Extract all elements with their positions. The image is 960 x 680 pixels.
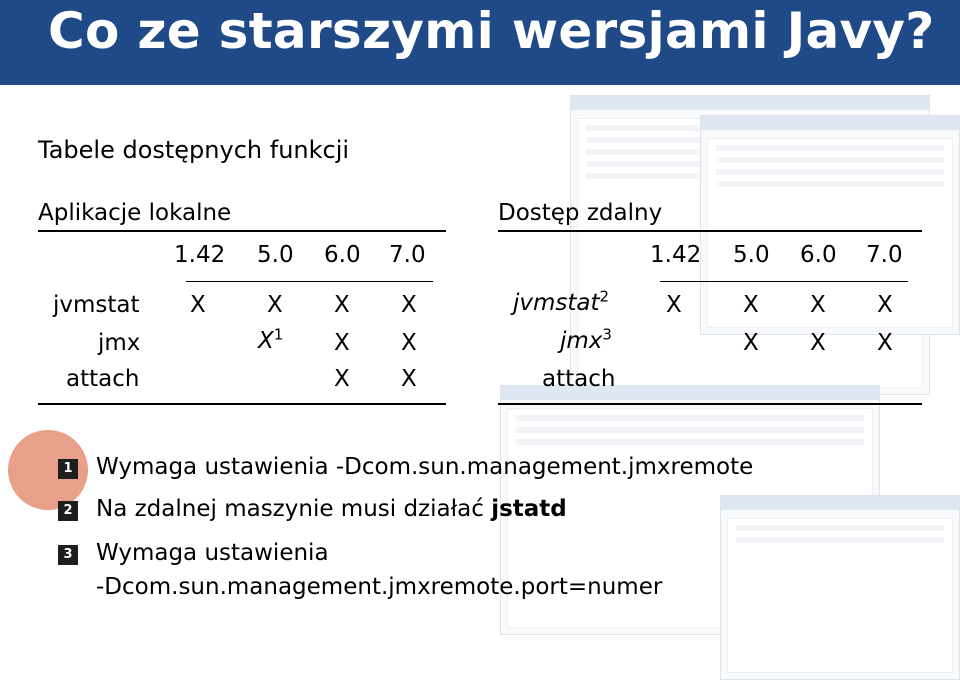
remote-table-mid-rule [660, 281, 908, 282]
remote-cell: X [877, 292, 893, 318]
local-cell: $X^1$ [258, 325, 284, 354]
remote-cell: X [810, 330, 826, 356]
remote-cell: X [877, 330, 893, 356]
remote-version: 6.0 [800, 242, 837, 268]
local-cell: X [190, 292, 206, 318]
remote-cell: X [666, 292, 682, 318]
remote-version: 7.0 [866, 242, 903, 268]
remote-cell: X [810, 292, 826, 318]
footnote-text: Wymaga ustawienia -Dcom.sun.management.jmxremote [96, 454, 754, 480]
local-cell: X [401, 366, 417, 392]
footnote-text: Na zdalnej maszynie musi działać jstatd [96, 496, 567, 522]
remote-row-name: jmx$^3$ [560, 325, 612, 354]
title-bar [0, 0, 960, 85]
footnote-number: 2 [58, 501, 78, 521]
remote-cell: X [743, 292, 759, 318]
local-version: 7.0 [389, 242, 426, 268]
local-table-top-rule [38, 230, 446, 232]
local-row-name: jmx [98, 330, 141, 356]
local-cell: X [401, 292, 417, 318]
remote-version: 1.42 [650, 242, 702, 268]
local-table-caption: Aplikacje lokalne [38, 200, 232, 226]
local-cell: X [334, 366, 350, 392]
section-subtitle: Tabele dostępnych funkcji [38, 136, 350, 164]
local-version: 5.0 [257, 242, 294, 268]
local-cell: X [334, 330, 350, 356]
local-row-name: jvmstat [53, 292, 140, 318]
local-cell: X [334, 292, 350, 318]
page-title: Co ze starszymi wersjami Javy? [48, 2, 935, 60]
remote-row-name: attach [542, 366, 616, 392]
remote-cell: X [743, 330, 759, 356]
local-cell: X [401, 330, 417, 356]
local-table-mid-rule [186, 281, 433, 282]
footnote-number: 1 [58, 459, 78, 479]
remote-row-name: jvmstat$^2$ [513, 287, 610, 316]
footnote-number: 3 [58, 545, 78, 565]
footnote-text: Wymaga ustawienia -Dcom.sun.management.jmxremote.port=numer [96, 540, 663, 600]
local-cell: X [267, 292, 283, 318]
local-version: 6.0 [324, 242, 361, 268]
local-row-name: attach [66, 366, 140, 392]
remote-table-caption: Dostęp zdalny [498, 200, 663, 226]
local-table-bottom-rule [38, 403, 446, 405]
remote-version: 5.0 [733, 242, 770, 268]
remote-table-bottom-rule [498, 403, 922, 405]
remote-table-top-rule [498, 230, 922, 232]
local-version: 1.42 [174, 242, 226, 268]
